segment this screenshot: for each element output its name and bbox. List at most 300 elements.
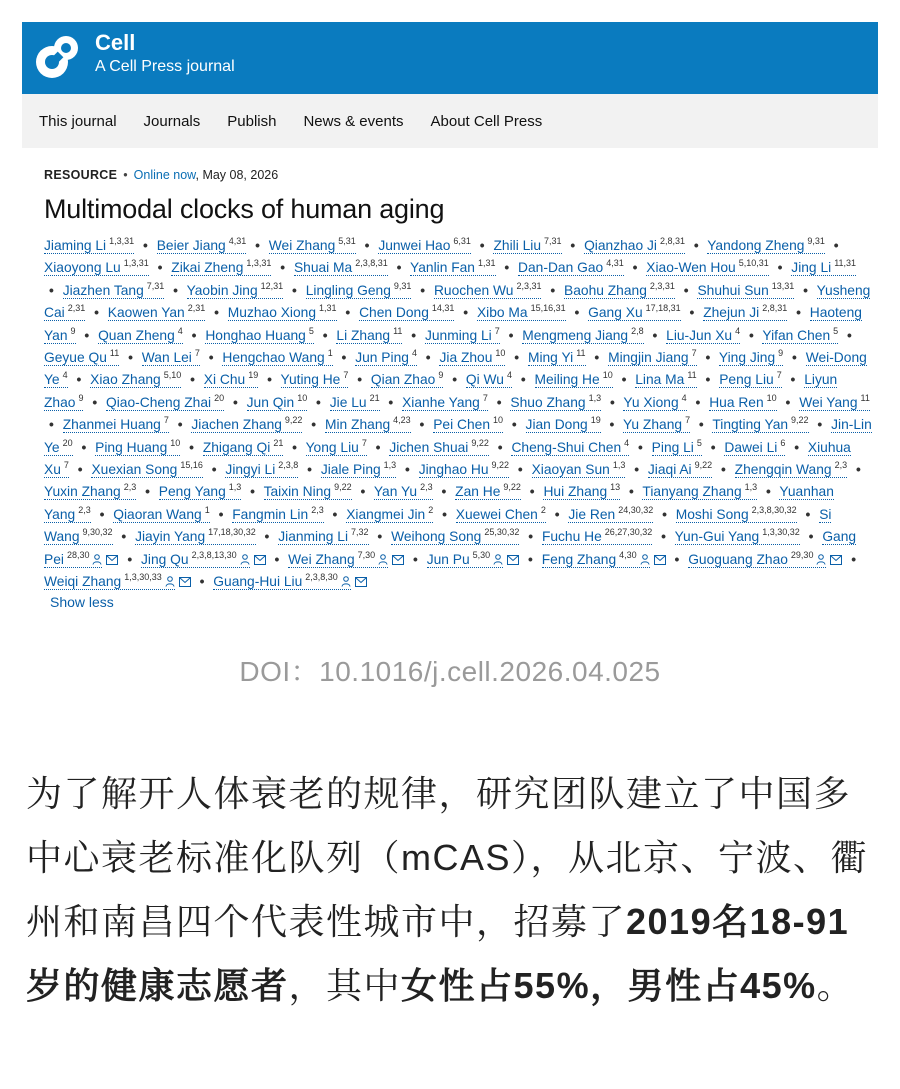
author-name: Zhanmei Huang — [62, 417, 161, 433]
author-link[interactable] — [142, 350, 200, 366]
author-name: Ming Yi — [527, 350, 574, 366]
author-link[interactable] — [510, 392, 602, 411]
author-name: Kaowen Yan — [107, 305, 185, 321]
author-separator: • — [99, 506, 105, 522]
author-link[interactable] — [371, 372, 443, 388]
author-name: Xi Chu — [203, 372, 246, 388]
author-link[interactable] — [709, 392, 777, 411]
author-link[interactable] — [424, 325, 500, 344]
author-link[interactable] — [688, 549, 826, 568]
author-name: Meiling He — [534, 372, 600, 388]
author-link[interactable] — [584, 238, 685, 254]
author-link[interactable] — [518, 260, 624, 276]
author-affiliation: 4 — [411, 348, 417, 359]
meta-separator: • — [123, 168, 128, 182]
author-affiliation: 2,3,31 — [649, 280, 675, 291]
author-affiliation: 7 — [343, 370, 349, 381]
author-name: Jia Zhou — [439, 350, 493, 366]
author-link[interactable] — [543, 484, 620, 500]
author-link[interactable] — [426, 549, 504, 568]
nav-news-events[interactable]: News & events — [303, 112, 404, 130]
corresponding-author-icon — [341, 576, 351, 587]
author-name: Liu-Jun Xu — [666, 327, 733, 343]
author-name: Xuexian Song — [91, 462, 178, 478]
author-link[interactable] — [646, 260, 769, 276]
author-affiliation: 7 — [63, 460, 69, 471]
author-link[interactable] — [378, 238, 471, 254]
author-separator: • — [411, 327, 417, 343]
author-link[interactable] — [44, 574, 175, 590]
author-separator: • — [264, 529, 270, 545]
email-icon[interactable] — [830, 555, 842, 565]
author-link[interactable] — [288, 549, 388, 568]
author-name: Zhejun Ji — [703, 305, 760, 321]
author-affiliation: 4 — [177, 325, 183, 336]
author-name: Fangmin Lin — [232, 506, 309, 522]
author-name: Guoguang Zhao — [688, 551, 788, 567]
author-link[interactable] — [213, 574, 351, 590]
author-separator: • — [693, 238, 699, 253]
author-name: Tingting Yan — [712, 417, 789, 433]
author-link[interactable] — [264, 484, 352, 500]
author-separator: • — [452, 372, 458, 388]
author-name: Xiangmei Jin — [346, 506, 426, 522]
author-name: Pei Chen — [433, 417, 490, 433]
author-affiliation: 19 — [248, 370, 259, 381]
author-link[interactable] — [719, 372, 781, 388]
author-name: Yu Zhang — [622, 417, 683, 433]
author-link[interactable] — [719, 350, 783, 366]
author-affiliation: 2,3,8 — [278, 460, 299, 471]
author-affiliation: 1,31 — [477, 258, 496, 269]
author-affiliation: 7 — [361, 437, 367, 448]
author-link[interactable] — [724, 437, 786, 456]
author-name: Jiazhen Tang — [62, 282, 144, 298]
author-name: Junwei Hao — [378, 238, 451, 253]
author-link[interactable] — [541, 549, 650, 568]
author-link[interactable] — [278, 529, 368, 545]
author-link[interactable] — [205, 325, 314, 344]
author-link[interactable] — [697, 280, 795, 299]
author-name: Feng Zhang — [541, 551, 617, 567]
nav-this-journal[interactable]: This journal — [39, 112, 117, 130]
author-separator: • — [322, 327, 328, 343]
author-link[interactable] — [141, 549, 250, 568]
author-link[interactable] — [402, 392, 488, 411]
author-name: Mengmeng Jiang — [522, 327, 629, 343]
author-link[interactable] — [98, 325, 183, 344]
author-affiliation: 1,3 — [228, 482, 242, 493]
author-link[interactable] — [44, 350, 119, 366]
author-name: Zhili Liu — [493, 238, 542, 253]
author-affiliation: 9,22 — [503, 482, 521, 493]
author-affiliation: 5,31 — [338, 236, 356, 246]
author-name: Xuewei Chen — [455, 506, 538, 522]
author-separator: • — [145, 484, 150, 500]
author-affiliation: 28,30 — [66, 549, 90, 560]
author-name: Geyue Qu — [44, 350, 107, 366]
author-name: Jiachen Zhang — [191, 417, 282, 433]
author-link[interactable] — [113, 504, 210, 523]
author-link[interactable] — [535, 372, 613, 388]
author-affiliation: 17,18,31 — [645, 303, 681, 314]
author-separator: • — [208, 350, 214, 366]
author-affiliation: 7 — [163, 415, 169, 426]
author-affiliation: 20 — [62, 437, 73, 448]
author-affiliation: 1,3,31 — [246, 258, 272, 269]
author-separator: • — [157, 260, 163, 276]
author-affiliation: 20 — [214, 392, 225, 403]
author-separator: • — [796, 305, 801, 321]
author-separator: • — [420, 282, 426, 298]
author-name: Muzhao Xiong — [227, 305, 317, 321]
author-link[interactable] — [493, 238, 561, 254]
author-link[interactable] — [63, 417, 169, 433]
author-link[interactable] — [532, 462, 626, 478]
author-link[interactable] — [186, 280, 284, 299]
article-title: Multimodal clocks of human aging — [44, 194, 445, 224]
brand[interactable] — [95, 30, 235, 78]
author-affiliation: 10 — [493, 415, 504, 426]
author-affiliation: 6 — [780, 437, 786, 448]
author-separator: • — [84, 327, 90, 343]
author-name: Weiqi Zhang — [44, 574, 122, 590]
author-link[interactable] — [568, 504, 654, 523]
author-link[interactable] — [608, 350, 697, 366]
author-separator: • — [413, 551, 418, 567]
author-name: Jiaming Li — [44, 238, 107, 253]
author-link[interactable] — [374, 484, 433, 500]
author-link[interactable] — [542, 529, 652, 545]
author-affiliation: 4,31 — [606, 258, 624, 269]
online-status[interactable]: Online now — [133, 168, 196, 182]
author-link[interactable] — [564, 280, 675, 299]
author-separator: • — [528, 551, 533, 567]
author-separator: • — [49, 417, 54, 433]
author-link[interactable] — [703, 305, 787, 321]
brand-subtitle: A Cell Press journal — [95, 58, 235, 75]
author-separator: • — [442, 506, 447, 522]
author-name: Ruochen Wu — [433, 282, 514, 298]
author-name: Weihong Song — [391, 529, 482, 545]
author-name: Wan Lei — [141, 350, 192, 366]
author-link[interactable] — [466, 372, 512, 388]
summary-highlight-gender: 女性占55%，男性占45% — [401, 965, 817, 1006]
author-link[interactable] — [355, 350, 417, 366]
author-link[interactable] — [433, 280, 542, 299]
author-affiliation: 7 — [494, 325, 500, 336]
author-link[interactable] — [204, 372, 258, 388]
email-icon[interactable] — [254, 555, 266, 565]
author-link[interactable] — [305, 280, 412, 299]
author-link[interactable] — [439, 350, 505, 366]
author-affiliation: 9,22 — [334, 482, 352, 493]
author-separator: • — [496, 394, 502, 410]
author-separator: • — [292, 439, 298, 455]
author-link[interactable] — [526, 417, 601, 433]
author-separator: • — [81, 439, 87, 455]
author-link[interactable] — [269, 238, 356, 254]
author-link[interactable] — [511, 437, 630, 456]
author-separator: • — [710, 439, 716, 455]
author-separator: • — [695, 394, 701, 410]
author-affiliation: 7 — [685, 415, 691, 426]
author-separator: • — [698, 417, 704, 433]
author-name: Yifan Chen — [762, 327, 831, 343]
author-link[interactable] — [346, 504, 434, 523]
author-affiliation: 24,30,32 — [618, 504, 654, 515]
author-separator: • — [792, 350, 797, 366]
summary-highlight-participants: 2019名18-91岁的健康志愿者 — [26, 901, 850, 1006]
author-link[interactable] — [44, 238, 134, 254]
author-link[interactable] — [225, 462, 298, 478]
corresponding-author-icon — [92, 554, 102, 565]
author-link[interactable] — [222, 350, 332, 366]
author-name: Zan He — [455, 484, 501, 500]
author-affiliation: 10 — [602, 370, 613, 381]
summary-text-2: ，其中 — [288, 965, 402, 1006]
author-link[interactable] — [106, 392, 225, 411]
author-affiliation: 13,31 — [771, 280, 795, 291]
author-name: Qi Wu — [465, 372, 504, 388]
author-link[interactable] — [95, 437, 181, 456]
author-affiliation: 1,3,31 — [109, 236, 135, 246]
author-link[interactable] — [707, 238, 825, 254]
article-meta — [44, 168, 878, 182]
author-name: Min Zhang — [324, 417, 391, 433]
author-affiliation: 21 — [273, 437, 284, 448]
author-name: Xiaoyong Lu — [44, 260, 121, 276]
author-name: Peng Yang — [158, 484, 226, 500]
author-affiliation: 4,23 — [393, 415, 411, 426]
nav-publish[interactable]: Publish — [227, 112, 277, 130]
author-separator: • — [674, 551, 680, 567]
author-link[interactable] — [791, 260, 856, 276]
author-link[interactable] — [202, 437, 284, 456]
author-affiliation: 2,8,31 — [762, 303, 788, 314]
corresponding-author-icon — [493, 554, 503, 565]
author-link[interactable] — [246, 392, 308, 411]
author-link[interactable] — [477, 305, 566, 321]
author-name: Hui Zhang — [543, 484, 608, 500]
author-link[interactable] — [90, 372, 181, 388]
author-affiliation: 7,30 — [357, 549, 376, 560]
author-affiliation: 2,3 — [123, 482, 137, 493]
author-affiliation: 2,31 — [187, 303, 206, 314]
author-link[interactable] — [44, 484, 136, 500]
author-name: Tianyang Zhang — [642, 484, 742, 500]
author-link[interactable] — [419, 462, 509, 478]
author-link[interactable] — [44, 260, 149, 276]
author-name: Gang Pei — [44, 529, 857, 567]
author-separator: • — [847, 327, 852, 343]
email-icon[interactable] — [106, 555, 118, 565]
author-link[interactable] — [62, 280, 165, 299]
author-name: Shuo Zhang — [510, 394, 586, 410]
author-separator: • — [514, 350, 520, 366]
author-link[interactable] — [635, 372, 696, 388]
email-icon[interactable] — [179, 577, 191, 587]
author-affiliation: 29,30 — [790, 549, 814, 560]
author-link[interactable] — [762, 325, 839, 344]
author-separator: • — [128, 350, 133, 366]
journal-nav — [22, 94, 878, 148]
author-link[interactable] — [675, 529, 800, 545]
author-affiliation: 14,31 — [431, 303, 455, 314]
author-link[interactable] — [642, 484, 757, 500]
author-link[interactable] — [433, 417, 503, 433]
author-affiliation: 4 — [62, 370, 68, 381]
author-link[interactable] — [325, 417, 411, 433]
author-link[interactable] — [528, 350, 586, 366]
author-name: Ying Jing — [718, 350, 776, 366]
author-link[interactable] — [675, 504, 797, 523]
author-link[interactable] — [455, 484, 521, 500]
author-name: Beier Jiang — [156, 238, 226, 253]
author-affiliation: 17,18,30,32 — [208, 527, 256, 538]
show-less-link[interactable]: Show less — [50, 593, 114, 610]
author-name: Yun-Gui Yang — [674, 529, 760, 545]
author-link[interactable] — [391, 529, 519, 545]
author-link[interactable] — [232, 504, 324, 523]
author-separator: • — [632, 260, 638, 276]
author-name: Zikai Zheng — [171, 260, 244, 276]
author-name: Jiayin Yang — [135, 529, 206, 545]
author-link[interactable] — [666, 325, 741, 344]
author-separator: • — [463, 305, 469, 321]
author-link[interactable] — [191, 417, 302, 433]
email-icon[interactable] — [507, 555, 519, 565]
cell-logo-icon[interactable] — [30, 32, 82, 84]
author-affiliation: 4,31 — [228, 236, 247, 246]
author-separator: • — [419, 417, 425, 433]
corresponding-author-icon — [816, 554, 826, 565]
email-icon[interactable] — [355, 577, 367, 587]
nav-journals[interactable]: Journals — [143, 112, 201, 130]
author-link[interactable] — [648, 462, 712, 478]
author-affiliation: 2,3 — [311, 504, 324, 515]
author-link[interactable] — [321, 462, 396, 478]
author-name: Jiale Ping — [320, 462, 381, 478]
author-separator: • — [609, 394, 615, 410]
author-separator: • — [255, 238, 260, 253]
author-name: Jie Ren — [568, 506, 616, 522]
author-link[interactable] — [389, 437, 489, 456]
author-link[interactable] — [623, 392, 687, 411]
author-separator: • — [311, 417, 317, 433]
author-affiliation: 2,3,8,30 — [305, 572, 338, 583]
article-summary — [26, 762, 878, 1018]
author-link[interactable] — [159, 484, 242, 500]
author-affiliation: 19 — [590, 415, 601, 426]
author-name: Qian Zhao — [370, 372, 436, 388]
author-name: Dawei Li — [724, 439, 778, 455]
author-name: Si Wang — [44, 506, 832, 545]
corresponding-author-icon — [640, 554, 650, 565]
author-affiliation: 10 — [297, 392, 308, 403]
author-affiliation: 9,22 — [491, 460, 510, 471]
author-affiliation: 25,30,32 — [484, 527, 520, 538]
author-link[interactable] — [712, 417, 808, 433]
author-link[interactable] — [522, 325, 644, 344]
author-link[interactable] — [588, 305, 681, 321]
author-separator: • — [121, 529, 127, 545]
author-link[interactable] — [336, 325, 403, 344]
author-name: Jing Qu — [141, 551, 189, 567]
nav-about-cell-press[interactable]: About Cell Press — [430, 112, 543, 130]
author-link[interactable] — [410, 260, 495, 276]
author-separator: • — [190, 372, 195, 388]
author-affiliation: 4 — [681, 392, 687, 403]
author-separator: • — [662, 506, 667, 522]
journal-card — [22, 22, 878, 610]
author-link[interactable] — [359, 305, 454, 321]
author-link[interactable] — [329, 392, 380, 411]
author-separator: • — [529, 484, 535, 500]
author-link[interactable] — [91, 462, 202, 478]
author-affiliation: 11 — [860, 392, 870, 403]
author-separator: • — [377, 529, 383, 545]
author-affiliation: 7,31 — [146, 280, 165, 291]
author-affiliation: 11 — [576, 348, 586, 359]
author-name: Yuxin Zhang — [44, 484, 121, 500]
author-link[interactable] — [623, 417, 690, 433]
author-affiliation: 2,3,31 — [516, 280, 542, 291]
author-separator: • — [705, 372, 711, 388]
author-link[interactable] — [294, 260, 388, 276]
author-affiliation: 2,3,8,30,32 — [751, 504, 797, 515]
author-separator: • — [214, 305, 219, 321]
author-link[interactable] — [455, 504, 546, 523]
author-name: Guang-Hui Liu — [213, 574, 303, 590]
author-affiliation: 13 — [610, 482, 621, 493]
author-separator: • — [520, 372, 526, 388]
author-link[interactable] — [135, 529, 256, 545]
author-separator: • — [332, 506, 338, 522]
author-link[interactable] — [108, 305, 206, 321]
author-separator: • — [396, 260, 402, 276]
author-name: Jingyi Li — [225, 462, 276, 478]
author-affiliation: 4 — [624, 437, 630, 448]
author-affiliation: 1,3,31 — [123, 258, 149, 269]
author-affiliation: 11 — [687, 370, 697, 381]
author-name: Qianzhao Ji — [584, 238, 657, 253]
author-affiliation: 1,3 — [744, 482, 758, 493]
author-name: Jiaqi Ai — [647, 462, 692, 478]
author-separator: • — [794, 439, 800, 455]
author-name: Xiaoyan Sun — [531, 462, 610, 478]
author-link[interactable] — [305, 437, 367, 456]
author-separator: • — [511, 417, 517, 433]
author-name: Quan Zheng — [98, 327, 175, 343]
author-separator: • — [689, 305, 695, 321]
author-name: Chen Dong — [359, 305, 429, 321]
author-separator: • — [92, 394, 98, 410]
author-link[interactable] — [171, 260, 271, 276]
author-separator: • — [199, 574, 205, 590]
author-link[interactable] — [228, 305, 337, 321]
author-separator: • — [805, 506, 811, 522]
author-separator: • — [280, 260, 286, 276]
author-link[interactable] — [735, 462, 847, 478]
author-link[interactable] — [281, 372, 349, 388]
author-link[interactable] — [651, 437, 702, 456]
author-separator: • — [748, 327, 754, 343]
email-icon[interactable] — [654, 555, 666, 565]
author-link[interactable] — [799, 392, 870, 411]
email-icon[interactable] — [392, 555, 404, 565]
author-link[interactable] — [157, 238, 247, 254]
